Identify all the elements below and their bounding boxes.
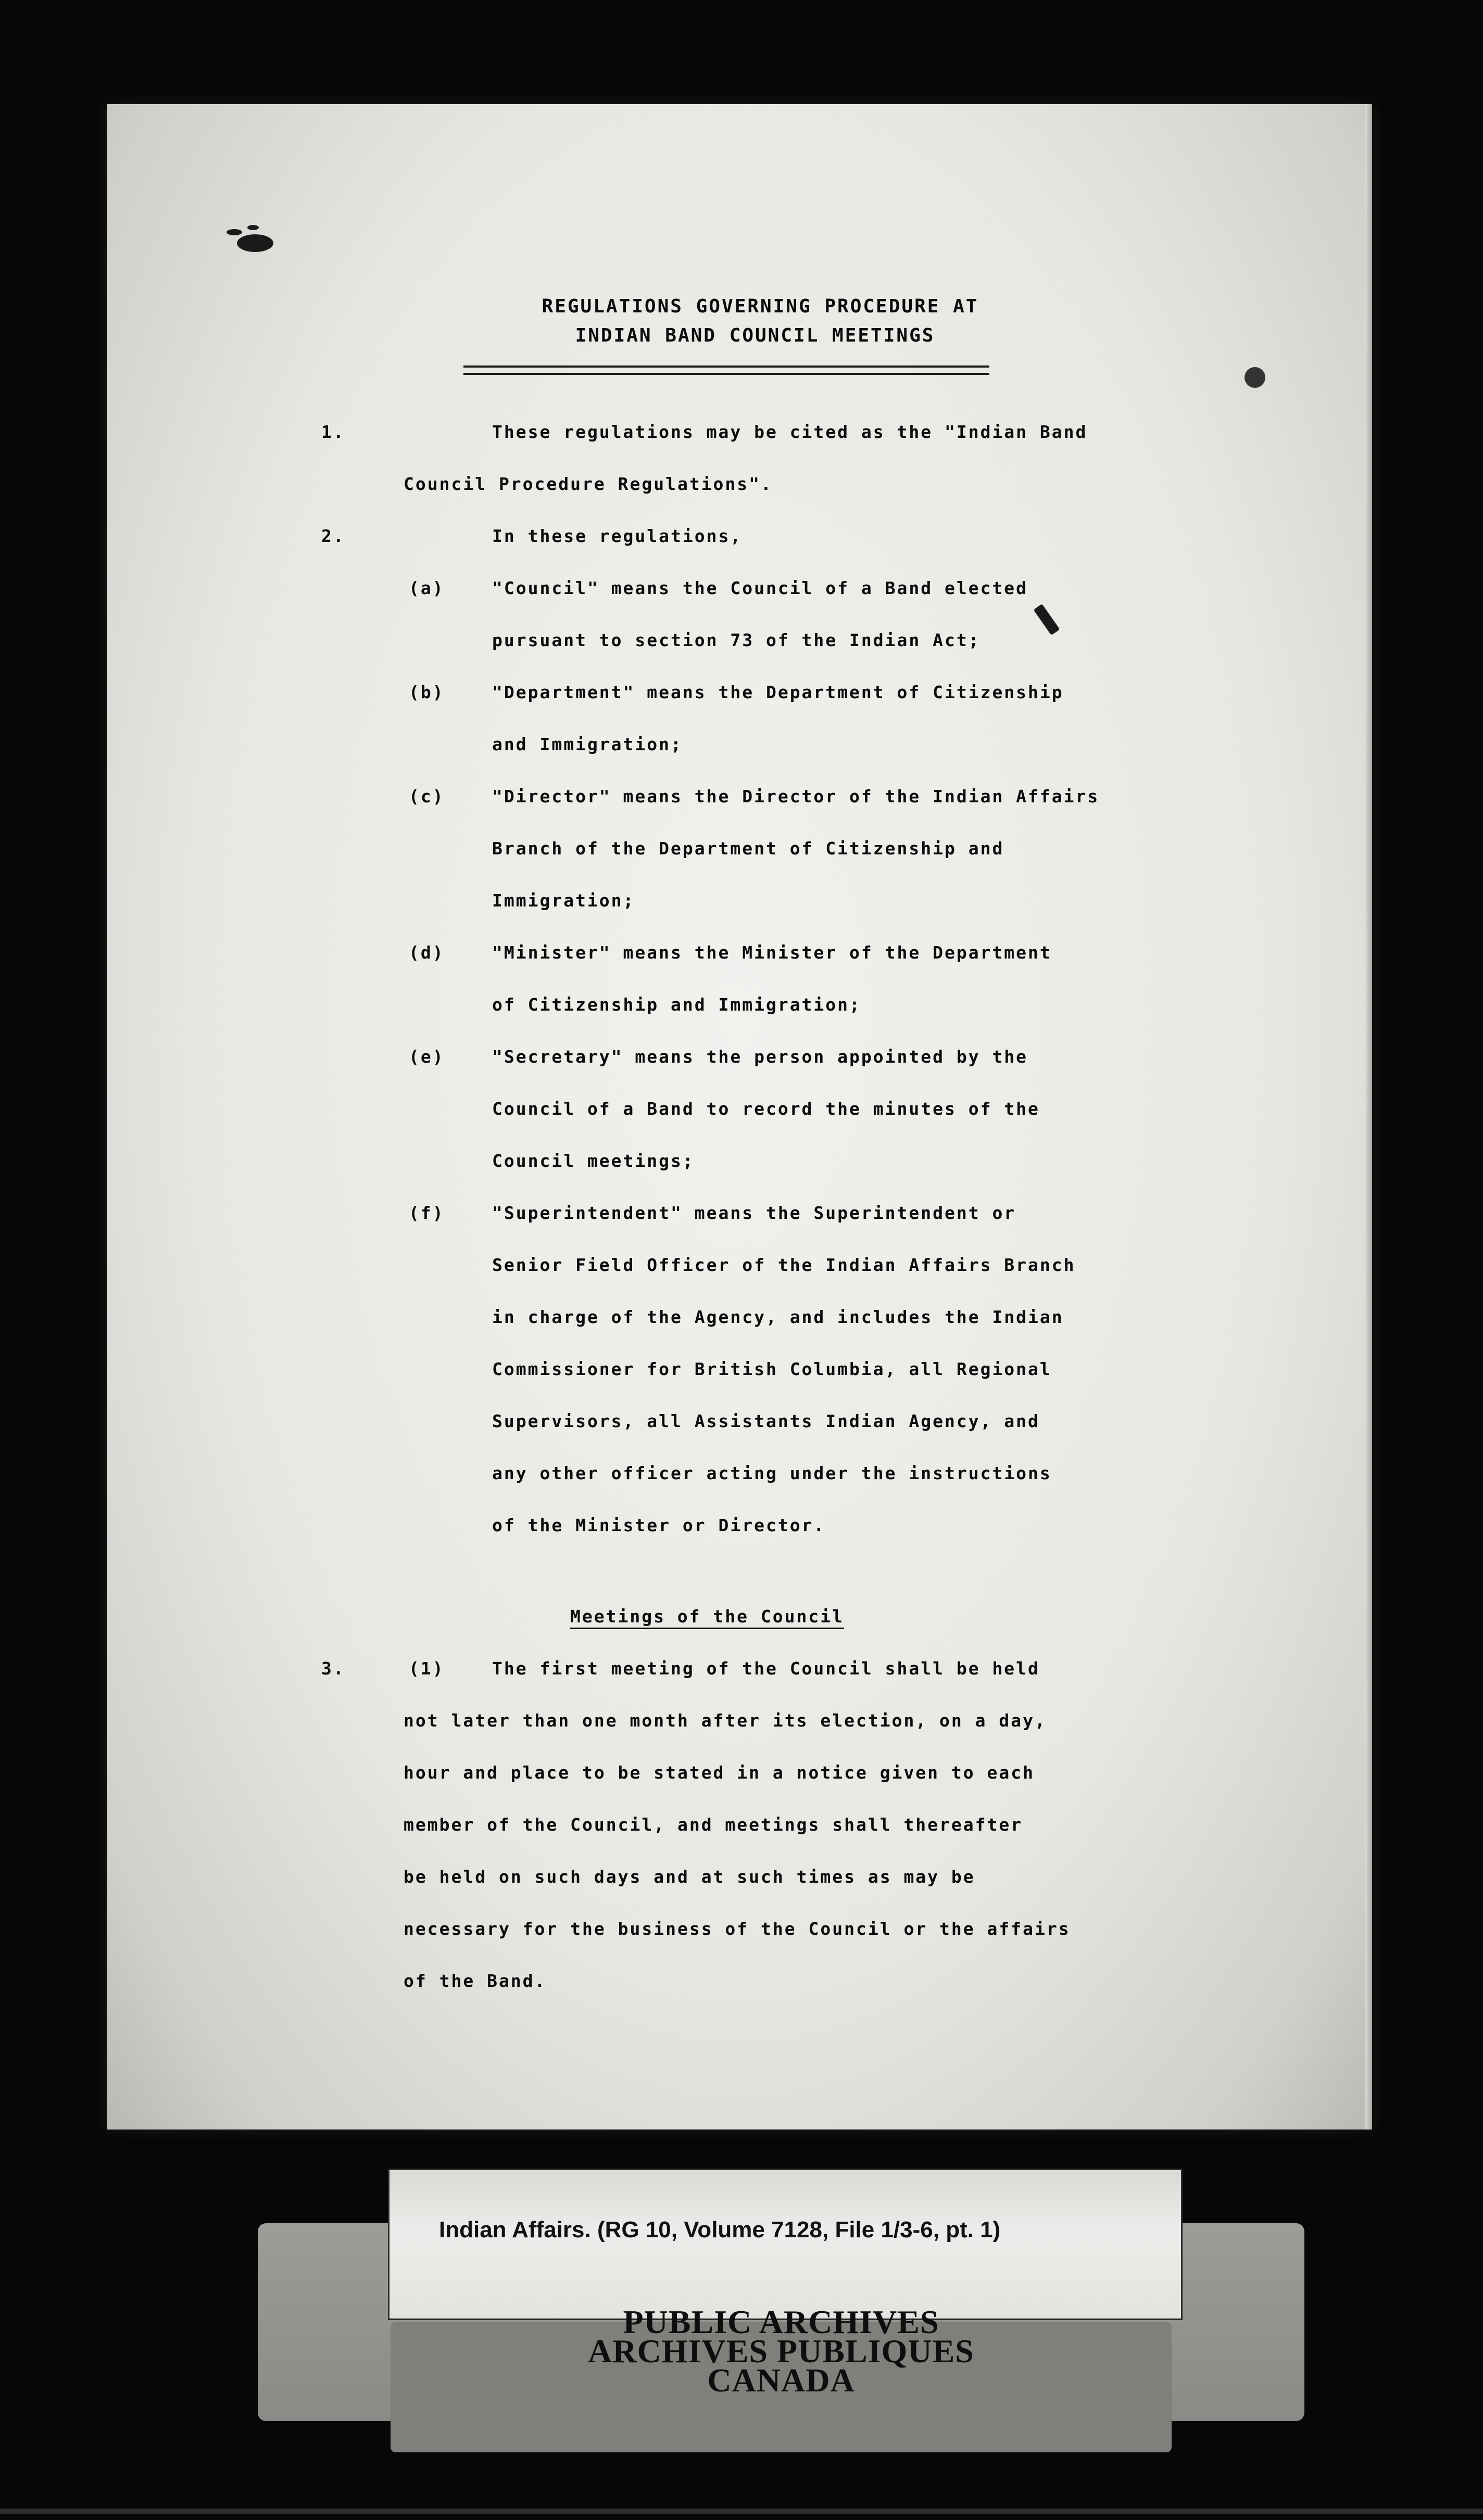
archive-stamp-line-2: ARCHIVES PUBLIQUES <box>588 2333 974 2370</box>
archive-reference-card <box>388 2169 1183 2320</box>
definition-text: of Citizenship and Immigration; <box>492 994 861 1015</box>
section-text: hour and place to be stated in a notice given to each <box>404 1762 1035 1783</box>
definition-text: Senior Field Officer of the Indian Affairs Branch <box>492 1255 1076 1275</box>
definition-label: (d) <box>409 942 445 963</box>
film-edge <box>0 2509 1483 2514</box>
archive-stamp-line-1: PUBLIC ARCHIVES <box>623 2303 939 2340</box>
archive-stamp-line-3: CANADA <box>707 2362 855 2399</box>
section-text: member of the Council, and meetings shall thereafter <box>404 1815 1023 1835</box>
section-heading: Meetings of the Council <box>570 1606 844 1627</box>
definition-text: any other officer acting under the instructions <box>492 1463 1052 1483</box>
definition-text: "Council" means the Council of a Band elected <box>492 578 1028 598</box>
definition-label: (b) <box>409 682 445 702</box>
definition-label: (e) <box>409 1047 445 1067</box>
definition-text: "Department" means the Department of Citizenship <box>492 682 1064 702</box>
section-text: The first meeting of the Council shall be held <box>492 1658 1040 1679</box>
document-page <box>107 104 1372 2130</box>
archive-reference: Indian Affairs. (RG 10, Volume 7128, File 1/3-6, pt. 1) <box>439 2217 1001 2242</box>
section-text: Council Procedure Regulations". <box>404 474 773 494</box>
definition-text: Council of a Band to record the minutes of the <box>492 1099 1040 1119</box>
section-text: In these regulations, <box>492 526 743 546</box>
definition-text: of the Minister or Director. <box>492 1515 826 1535</box>
section-number: 3. <box>321 1658 345 1679</box>
definition-text: Council meetings; <box>492 1151 695 1171</box>
definition-text: Supervisors, all Assistants Indian Agency, and <box>492 1411 1040 1431</box>
subsection-label: (1) <box>409 1658 445 1679</box>
document-title-line-2: INDIAN BAND COUNCIL MEETINGS <box>575 325 935 346</box>
document-title-line-1: REGULATIONS GOVERNING PROCEDURE AT <box>542 296 979 317</box>
section-text: be held on such days and at such times as may be <box>404 1867 975 1887</box>
definition-text: and Immigration; <box>492 734 683 754</box>
section-text: These regulations may be cited as the "Indian Band <box>492 422 1088 442</box>
section-number: 2. <box>321 526 345 546</box>
definition-text: pursuant to section 73 of the Indian Act; <box>492 630 981 650</box>
section-text: not later than one month after its election, on a day, <box>404 1710 1047 1731</box>
section-text: of the Band. <box>404 1971 547 1991</box>
definition-label: (f) <box>409 1203 445 1223</box>
definition-text: "Secretary" means the person appointed by the <box>492 1047 1028 1067</box>
definition-label: (c) <box>409 786 445 807</box>
definition-text: Immigration; <box>492 890 635 911</box>
title-underline <box>463 366 989 375</box>
definition-text: Commissioner for British Columbia, all Regional <box>492 1359 1052 1379</box>
section-text: necessary for the business of the Council or the affairs <box>404 1919 1071 1939</box>
definition-text: "Director" means the Director of the Indian Affairs <box>492 786 1100 807</box>
definition-text: Branch of the Department of Citizenship and <box>492 838 1004 859</box>
section-number: 1. <box>321 422 345 442</box>
definition-label: (a) <box>409 578 445 598</box>
definition-text: "Minister" means the Minister of the Department <box>492 942 1052 963</box>
document-body <box>107 104 1372 2130</box>
definition-text: "Superintendent" means the Superintendent or <box>492 1203 1016 1223</box>
definition-text: in charge of the Agency, and includes the Indian <box>492 1307 1064 1327</box>
